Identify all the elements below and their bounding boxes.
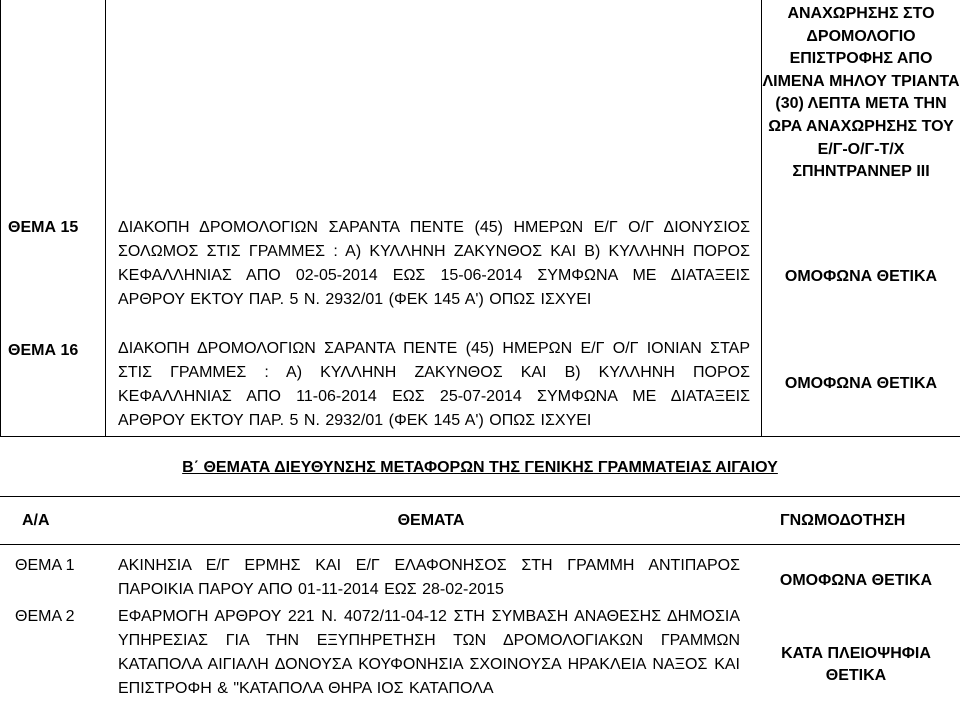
theme-16-opinion: ΟΜΟΦΩΝΑ ΘΕΤΙΚΑ (784, 375, 938, 392)
b-theme-1-label: ΘΕΜΑ 1 (15, 557, 75, 574)
b-theme-2-opinion-line2: ΘΕΤΙΚΑ (825, 667, 887, 684)
carryover-note: ΑΝΑΧΩΡΗΣΗΣ ΣΤΟ ΔΡΟΜΟΛΟΓΙΟ ΕΠΙΣΤΡΟΦΗΣ ΑΠΟ ΛΙΜΕΝΑ ΜΗΛΟΥ ΤΡΙΑΝΤΑ (30) ΛΕΠΤΑ ΜΕΤΑ ΤΗΝ ΩΡΑ ΑΝΑΧΩΡΗΣΗΣ ΤΟΥ Ε/Γ-Ο/Γ-Τ/Χ ΣΠΗΝΤΡΑΝΝΕΡ ΙΙΙ (762, 5, 960, 181)
section-b-header-bottom (0, 544, 960, 545)
theme-15-label: ΘΕΜΑ 15 (8, 219, 79, 236)
carryover-cell (762, 0, 960, 212)
section-b-title: Β΄ ΘΕΜΑΤΑ ΔΙΕΥΘΥΝΣΗΣ ΜΕΤΑΦΟΡΩΝ ΤΗΣ ΓΕΝΙΚΗΣ ΓΡΑΜΜΑΤΕΙΑΣ ΑΙΓΑΙΟΥ (182, 459, 778, 476)
b-theme-2-label: ΘΕΜΑ 2 (15, 608, 75, 625)
section-b-table-top (0, 496, 960, 497)
theme-15-text: ΔΙΑΚΟΠΗ ΔΡΟΜΟΛΟΓΙΩΝ ΣΑΡΑΝΤΑ ΠΕΝΤΕ (45) ΗΜΕΡΩΝ Ε/Γ Ο/Γ ΔΙΟΝΥΣΙΟΣ ΣΟΛΩΜΟΣ ΣΤΙΣ ΓΡΑΜΜΕΣ : Α) ΚΥΛΛΗΝΗ ΖΑΚΥΝΘΟΣ ΚΑΙ Β) ΚΥΛΛΗΝΗ ΠΟΡΟΣ ΚΕΦΑΛΛΗΝΙΑΣ ΑΠΟ 02-05-2014 ΕΩΣ 15-06-2014 ΣΥΜΦΩΝΑ ΜΕ ΔΙΑΤΑΞΕΙΣ ΑΡΘΡΟΥ ΕΚΤΟΥ ΠΑΡ. 5 Ν. 2932/01 (ΦΕΚ 145 Α') ΟΠΩΣ ΙΣΧΥΕΙ (118, 219, 750, 308)
b-theme-1-opinion: ΟΜΟΦΩΝΑ ΘΕΤΙΚΑ (779, 572, 933, 589)
b-theme-2-opinion (752, 643, 960, 687)
table-divider-theme (105, 0, 106, 437)
b-theme-2-text: ΕΦΑΡΜΟΓΗ ΑΡΘΡΟΥ 221 Ν. 4072/11-04-12 ΣΤΗ ΣΥΜΒΑΣΗ ΑΝΑΘΕΣΗΣ ΔΗΜΟΣΙΑ ΥΠΗΡΕΣΙΑΣ ΓΙΑ ΤΗΝ ΕΞΥΠΗΡΕΤΗΣΗ ΤΩΝ ΔΡΟΜΟΛΟΓΙΑΚΩΝ ΓΡΑΜΜΩΝ ΚΑΤΑΠΟΛΑ ΑΙΓΙΑΛΗ ΔΟΝΟΥΣΑ ΚΟΥΦΟΝΗΣΙΑ ΣΧΟΙΝΟΥΣΑ ΗΡΑΚΛΕΙΑ ΝΑΞΟΣ ΚΑΙ ΕΠΙΣΤΡΟΦΗ & "ΚΑΤΑΠΟΛΑ ΘΗΡΑ ΙΟΣ ΚΑΤΑΠΟΛΑ (118, 608, 740, 697)
header-index: Α/Α (22, 512, 50, 529)
table-border-bottom (0, 436, 761, 437)
header-opinion: ΓΝΩΜΟΔΟΤΗΣΗ (780, 512, 906, 529)
theme-16-label: ΘΕΜΑ 16 (8, 342, 79, 359)
b-theme-2-opinion-line1: ΚΑΤΑ ΠΛΕΙΟΨΗΦΙΑ (781, 645, 931, 662)
header-subjects: ΘΕΜΑΤΑ (397, 512, 465, 529)
b-theme-1-text: ΑΚΙΝΗΣΙΑ Ε/Γ ΕΡΜΗΣ ΚΑΙ Ε/Γ ΕΛΑΦΟΝΗΣΟΣ ΣΤΗ ΓΡΑΜΜΗ ΑΝΤΙΠΑΡΟΣ ΠΑΡΟΙΚΙΑ ΠΑΡΟΥ ΑΠΟ 01-11-2014 ΕΩΣ 28-02-2015 (118, 557, 740, 598)
table-border-bottom-right (761, 436, 960, 437)
theme-15-opinion: ΟΜΟΦΩΝΑ ΘΕΤΙΚΑ (784, 268, 938, 285)
table-border-left (0, 0, 1, 437)
theme-16-text: ΔΙΑΚΟΠΗ ΔΡΟΜΟΛΟΓΙΩΝ ΣΑΡΑΝΤΑ ΠΕΝΤΕ (45) ΗΜΕΡΩΝ Ε/Γ Ο/Γ ΙΟΝΙΑΝ ΣΤΑΡ ΣΤΙΣ ΓΡΑΜΜΕΣ : Α) ΚΥΛΛΗΝΗ ΖΑΚΥΝΘΟΣ ΚΑΙ Β) ΚΥΛΛΗΝΗ ΠΟΡΟΣ ΚΕΦΑΛΛΗΝΙΑΣ ΑΠΟ 11-06-2014 ΕΩΣ 25-07-2014 ΣΥΜΦΩΝΑ ΜΕ ΔΙΑΤΑΞΕΙΣ ΑΡΘΡΟΥ ΕΚΤΟΥ ΠΑΡ. 5 Ν. 2932/01 (ΦΕΚ 145 Α') ΟΠΩΣ ΙΣΧΥΕΙ (118, 340, 750, 429)
